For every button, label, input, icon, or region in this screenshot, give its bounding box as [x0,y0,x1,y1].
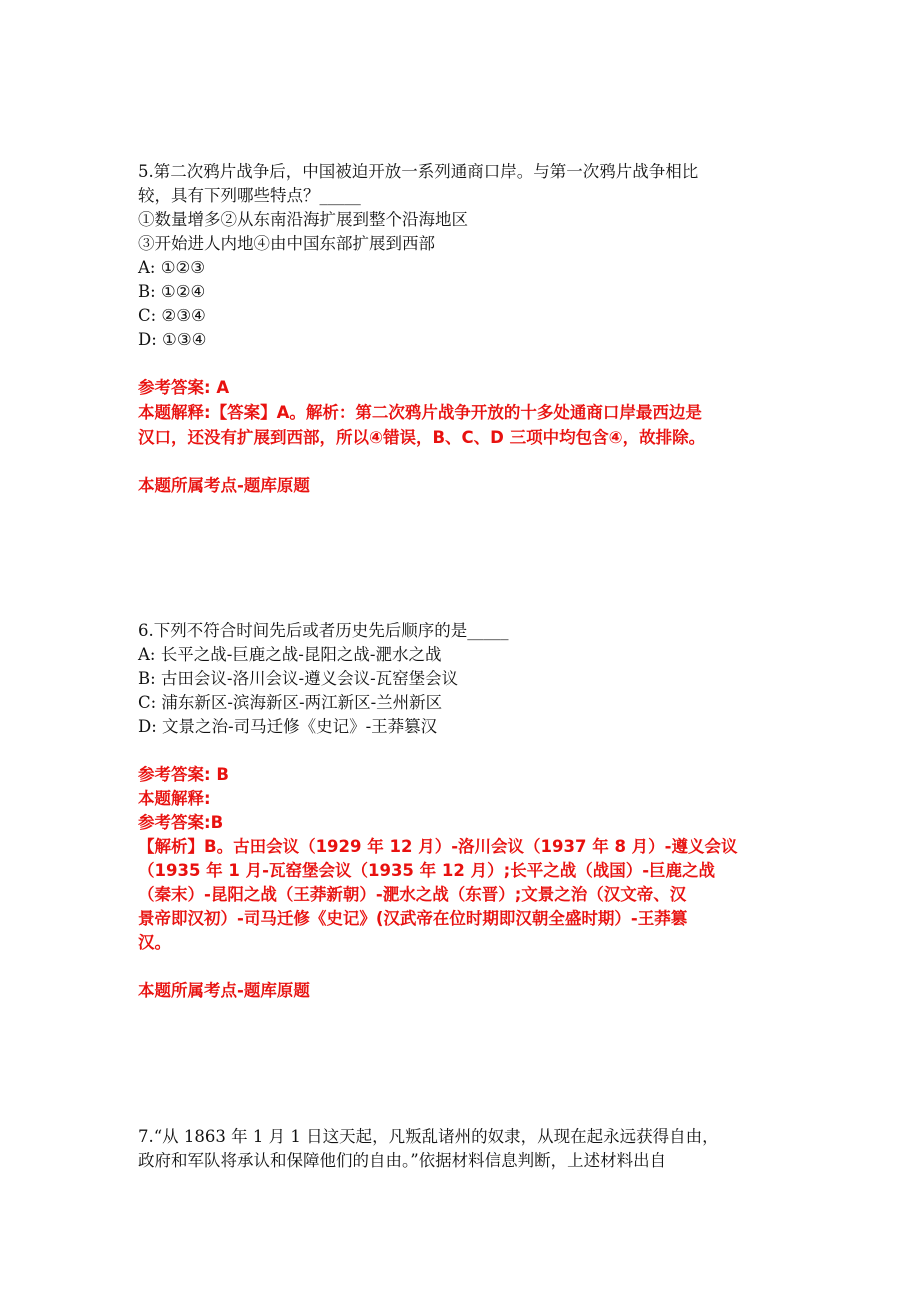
q6-analysis-line-2: （1935 年 1 月-瓦窑堡会议（1935 年 12 月）;长平之战（战国）-巨鹿之战 [138,861,716,880]
q5-explanation-line-1: 本题解释:【答案】A。解析：第二次鸦片战争开放的十多处通商口岸最西边是 [138,403,702,422]
q6-analysis-line-5: 汉。 [138,933,171,952]
q6-answer-repeat: 参考答案:B [138,813,224,832]
q5-option-b: B: ①②④ [138,282,206,301]
q5-option-d: D: ①③④ [138,330,207,349]
q6-option-d: D: 文景之治-司马迁修《史记》-王莽篡汉 [138,717,438,736]
q7-stem-line-1: 7.“从 1863 年 1 月 1 日这天起，凡叛乱诸州的奴隶，从现在起永远获得自由， [138,1127,719,1146]
q6-analysis-line-4: 景帝即汉初）-司马迁修《史记》(汉武帝在位时期即汉朝全盛时期）-王莽篡 [138,909,688,928]
q6-stem: 6.下列不符合时间先后或者历史先后顺序的是_____ [138,621,509,640]
q7-stem-line-2: 政府和军队将承认和保障他们的自由。”依据材料信息判断，上述材料出自 [138,1151,667,1170]
q6-answer: 参考答案: B [138,765,229,784]
q6-option-c: C: 浦东新区-滨海新区-两江新区-兰州新区 [138,693,443,712]
q5-stem-line-1: 5.第二次鸦片战争后，中国被迫开放一系列通商口岸。与第一次鸦片战争相比 [138,162,699,181]
q5-answer: 参考答案: A [138,378,230,397]
q5-option-a: A: ①②③ [138,258,206,277]
q5-stem-line-2: 较，具有下列哪些特点？_____ [138,186,361,205]
q6-option-b: B: 古田会议-洛川会议-遵义会议-瓦窑堡会议 [138,669,459,688]
q6-analysis-line-3: （秦末）-昆阳之战（王莽新朝）-淝水之战（东晋）;文景之治（汉文帝、汉 [138,885,687,904]
q5-topic: 本题所属考点-题库原题 [138,476,310,495]
q6-topic: 本题所属考点-题库原题 [138,981,310,1000]
q6-explanation-label: 本题解释: [138,789,211,808]
q6-analysis-line-1: 【解析】B。古田会议（1929 年 12 月）-洛川会议（1937 年 8 月）-遵义会议 [138,837,738,856]
q5-statement-line-2: ③开始进人内地④由中国东部扩展到西部 [138,234,435,253]
q5-explanation-line-2: 汉口，还没有扩展到西部，所以④错误，B、C、D 三项中均包含④，故排除。 [138,428,706,447]
q5-statement-line-1: ①数量增多②从东南沿海扩展到整个沿海地区 [138,210,468,229]
q5-option-c: C: ②③④ [138,306,206,325]
q6-option-a: A: 长平之战-巨鹿之战-昆阳之战-淝水之战 [138,645,442,664]
